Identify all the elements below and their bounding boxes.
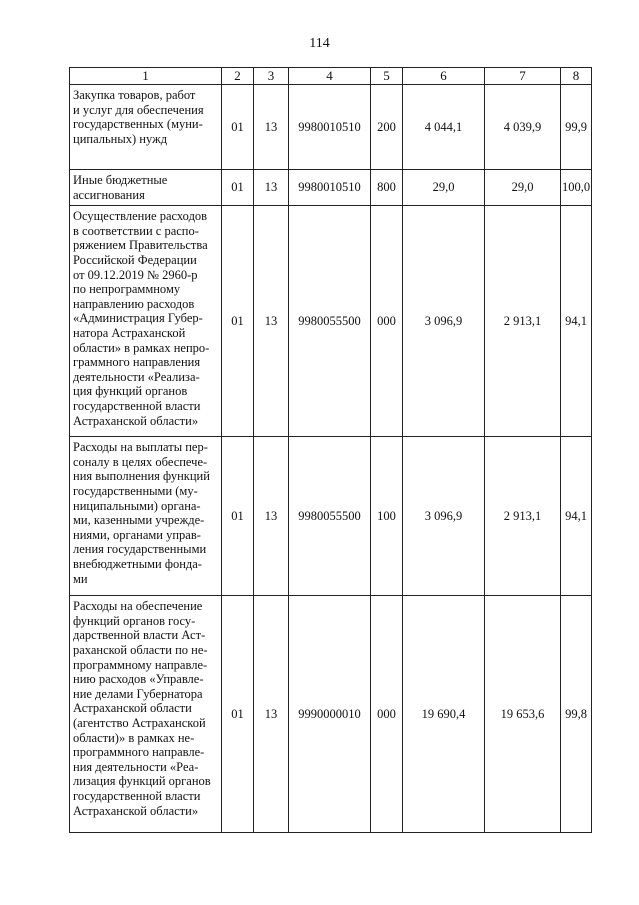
row-expense-type: 000 bbox=[371, 596, 403, 833]
column-header: 3 bbox=[254, 68, 289, 85]
row-planned: 19 690,4 bbox=[403, 596, 485, 833]
row-executed: 19 653,6 bbox=[485, 596, 561, 833]
row-target-article: 9980055500 bbox=[289, 206, 371, 437]
row-subsection: 13 bbox=[254, 206, 289, 437]
row-description: Иные бюджетные ассигнования bbox=[70, 170, 222, 206]
row-subsection: 13 bbox=[254, 596, 289, 833]
row-section: 01 bbox=[222, 596, 254, 833]
table-header-row bbox=[70, 68, 592, 85]
row-description: Расходы на выплаты пер- соналу в целях обеспече- ния выполнения функций государственными (му- ниципальными) органа- ми, казенными учрежде- ниями, органами управ- ления государственными внебюджетными фонда- ми bbox=[70, 437, 222, 596]
row-percent: 99,8 bbox=[561, 596, 592, 833]
row-planned: 4 044,1 bbox=[403, 85, 485, 170]
budget-table bbox=[69, 67, 592, 833]
row-target-article: 9980010510 bbox=[289, 85, 371, 170]
column-header: 4 bbox=[289, 68, 371, 85]
row-subsection: 13 bbox=[254, 437, 289, 596]
row-executed: 2 913,1 bbox=[485, 437, 561, 596]
row-expense-type: 100 bbox=[371, 437, 403, 596]
row-executed: 29,0 bbox=[485, 170, 561, 206]
row-target-article: 9990000010 bbox=[289, 596, 371, 833]
row-planned: 3 096,9 bbox=[403, 206, 485, 437]
row-percent: 94,1 bbox=[561, 206, 592, 437]
table-row bbox=[70, 170, 592, 206]
table-row bbox=[70, 85, 592, 170]
table-row bbox=[70, 206, 592, 437]
row-section: 01 bbox=[222, 170, 254, 206]
table-row bbox=[70, 437, 592, 596]
row-section: 01 bbox=[222, 437, 254, 596]
page-number: 114 bbox=[309, 36, 330, 51]
row-subsection: 13 bbox=[254, 170, 289, 206]
row-section: 01 bbox=[222, 206, 254, 437]
row-target-article: 9980010510 bbox=[289, 170, 371, 206]
row-description: Расходы на обеспечение функций органов госу- дарственной власти Аст- раханской области по не- программному направле- нию расходов «Управле- ние делами Губернатора Астраханской области (агентство Астраханской области)» в рамках не- программного направле- ния деятельности «Реа- лизация функций органов государственной власти Астраханской области» bbox=[70, 596, 222, 833]
row-executed: 2 913,1 bbox=[485, 206, 561, 437]
column-header: 1 bbox=[70, 68, 222, 85]
row-expense-type: 200 bbox=[371, 85, 403, 170]
row-expense-type: 800 bbox=[371, 170, 403, 206]
column-header: 7 bbox=[485, 68, 561, 85]
row-target-article: 9980055500 bbox=[289, 437, 371, 596]
row-section: 01 bbox=[222, 85, 254, 170]
row-planned: 29,0 bbox=[403, 170, 485, 206]
column-header: 2 bbox=[222, 68, 254, 85]
row-percent: 100,0 bbox=[561, 170, 592, 206]
row-subsection: 13 bbox=[254, 85, 289, 170]
row-planned: 3 096,9 bbox=[403, 437, 485, 596]
table-row bbox=[70, 596, 592, 833]
row-executed: 4 039,9 bbox=[485, 85, 561, 170]
row-percent: 94,1 bbox=[561, 437, 592, 596]
column-header: 6 bbox=[403, 68, 485, 85]
row-percent: 99,9 bbox=[561, 85, 592, 170]
column-header: 5 bbox=[371, 68, 403, 85]
row-description: Закупка товаров, работ и услуг для обеспечения государственных (муни- ципальных) нужд bbox=[70, 85, 222, 170]
row-description: Осуществление расходов в соответствии с распо- ряжением Правительства Российской Федерации от 09.12.2019 № 2960-р по непрограммному направлению расходов «Администрация Губер- натора Астраханской области» в рамках непро- граммного направления деятельности «Реализа- ция функций органов государственной власти Астраханской области» bbox=[70, 206, 222, 437]
row-expense-type: 000 bbox=[371, 206, 403, 437]
column-header: 8 bbox=[561, 68, 592, 85]
